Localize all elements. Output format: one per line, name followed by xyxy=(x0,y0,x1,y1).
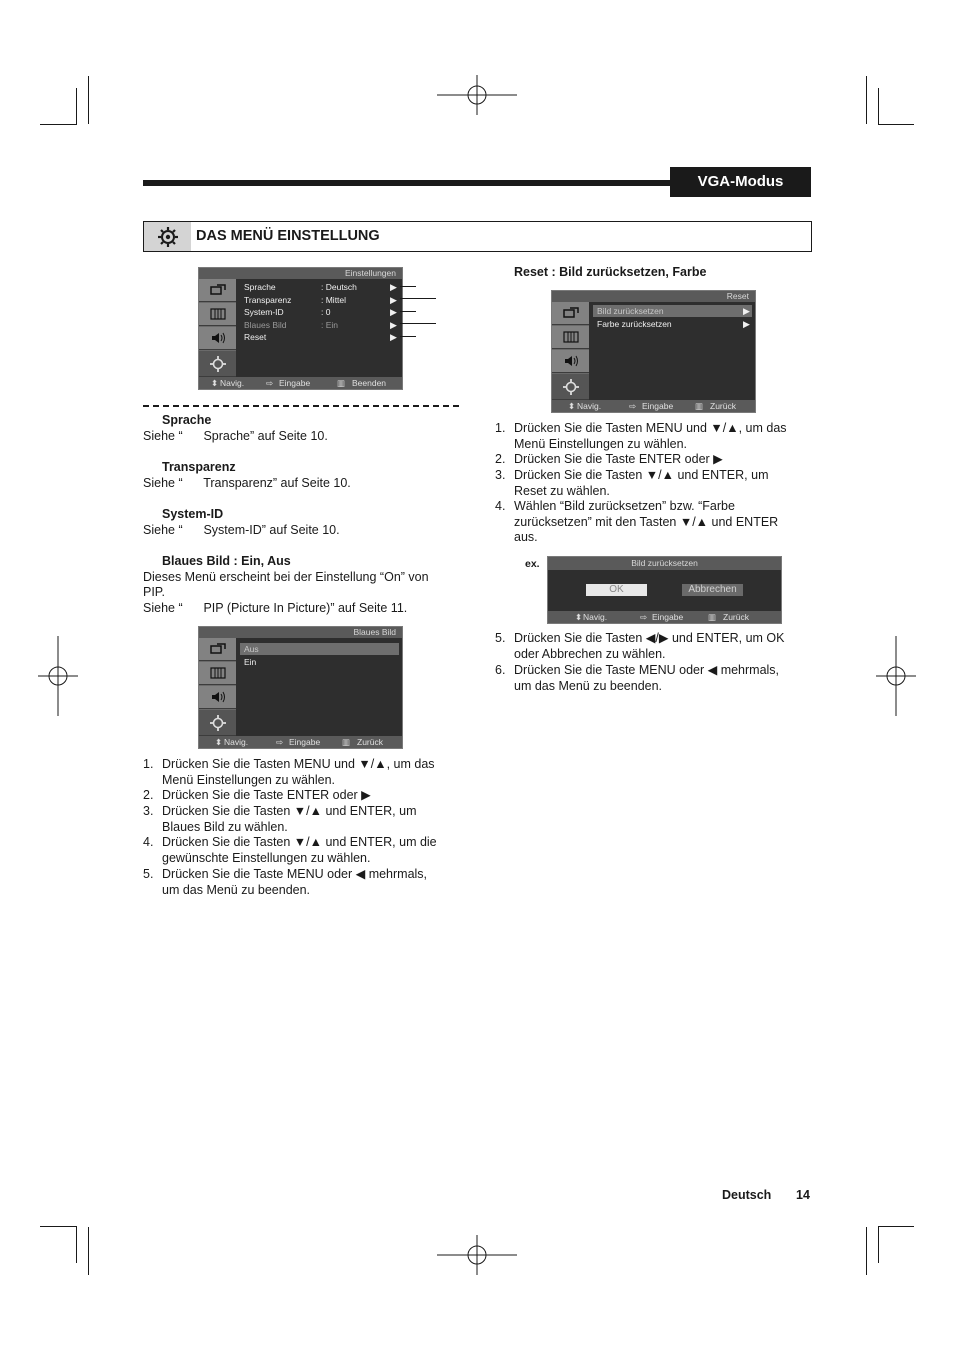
settings-gear-icon xyxy=(552,374,589,400)
dialog-title: Bild zurücksetzen xyxy=(548,557,781,570)
step-text: Drücken Sie die Tasten ◀/▶ und ENTER, um OK xyxy=(514,631,785,645)
enter-icon: ⇨ xyxy=(629,401,637,411)
sound-icon xyxy=(199,327,236,350)
enter-icon: ⇨ xyxy=(640,612,648,622)
osd-row-label[interactable]: Sprache xyxy=(244,282,276,292)
crop-mark xyxy=(40,1226,76,1227)
osd-blue-screen-menu xyxy=(198,626,403,749)
reset-heading: Reset : Bild zurücksetzen, Farbe xyxy=(514,265,707,279)
registration-mark xyxy=(876,636,916,716)
arrow-right-icon: ▶ xyxy=(390,295,397,305)
callout-line xyxy=(400,286,416,287)
sound-icon xyxy=(199,686,236,709)
updown-icon: ⬍ xyxy=(211,378,219,388)
step-text: Drücken Sie die Tasten MENU und ▼/▲, um das xyxy=(162,757,435,771)
step-number: 3. xyxy=(495,468,506,482)
footer-nav: Navig. xyxy=(577,401,602,411)
sound-icon xyxy=(552,350,589,373)
step-text: aus. xyxy=(514,530,538,545)
step-text: Drücken Sie die Taste MENU oder ◀ mehrmals, xyxy=(162,867,428,881)
settings-gear-icon xyxy=(199,710,236,736)
osd-row-value: : 0 xyxy=(321,307,331,317)
footer-exit: Beenden xyxy=(352,378,387,388)
section-heading: Blaues Bild : Ein, Aus xyxy=(162,554,291,568)
step-number: 4. xyxy=(495,499,506,513)
step-text: Wählen “Bild zurücksetzen” bzw. “Farbe xyxy=(514,499,735,513)
osd-row-value: : Mittel xyxy=(321,295,347,305)
page-title: DAS MENÜ EINSTELLUNG xyxy=(196,228,380,244)
callout-line xyxy=(400,311,416,312)
arrow-right-icon: ▶ xyxy=(390,282,397,292)
step-text: Reset zu wählen. xyxy=(514,483,610,498)
step-text: um das Menü zu beenden. xyxy=(514,678,663,693)
crop-mark xyxy=(76,88,77,125)
step-number: 2. xyxy=(495,452,506,466)
arrow-right-icon: ▶ xyxy=(743,319,750,329)
step-text: Drücken Sie die Tasten ▼/▲ und ENTER, um xyxy=(162,804,417,818)
arrow-right-icon: ▶ xyxy=(390,332,397,342)
osd-row-value: : Ein xyxy=(321,320,339,330)
step-number: 5. xyxy=(143,867,154,881)
osd-confirm-dialog xyxy=(547,556,782,624)
updown-icon: ⬍ xyxy=(568,401,576,411)
menu-icon: ▥ xyxy=(695,401,704,411)
ok-button[interactable]: OK xyxy=(586,584,647,596)
menu-icon: ▥ xyxy=(708,612,717,622)
arrow-right-icon: ▶ xyxy=(390,320,397,330)
crop-mark xyxy=(40,124,76,125)
step-text: Drücken Sie die Tasten ▼/▲ und ENTER, um die xyxy=(162,835,437,849)
osd-footer xyxy=(548,611,781,623)
crop-mark xyxy=(88,76,89,124)
crop-mark xyxy=(878,124,914,125)
crop-mark xyxy=(88,1227,89,1275)
osd-reset-menu xyxy=(551,290,756,413)
step-text: Drücken Sie die Tasten ▼/▲ und ENTER, um xyxy=(514,468,769,482)
osd-footer xyxy=(199,377,402,389)
cancel-button[interactable]: Abbrechen xyxy=(682,584,743,596)
picture-icon xyxy=(199,662,236,685)
page-number: 14 xyxy=(796,1188,810,1202)
section-heading: Sprache xyxy=(162,413,212,427)
footer-exit: Zurück xyxy=(723,612,749,622)
step-text: Drücken Sie die Taste MENU oder ◀ mehrmals, xyxy=(514,663,780,677)
step-number: 4. xyxy=(143,835,154,849)
gear-icon xyxy=(144,222,191,251)
crop-mark xyxy=(76,1226,77,1263)
footer-enter: Eingabe xyxy=(289,737,321,747)
step-text: Drücken Sie die Tasten MENU und ▼/▲, um das xyxy=(514,421,787,435)
footer-nav: Navig. xyxy=(583,612,608,622)
section-tab: VGA-Modus xyxy=(670,167,811,197)
step-number: 6. xyxy=(495,663,506,677)
section-heading: System-ID xyxy=(162,507,224,521)
title-box xyxy=(143,221,812,252)
enter-icon: ⇨ xyxy=(276,737,284,747)
osd-title: Blaues Bild xyxy=(199,627,402,638)
osd-row-label[interactable]: Reset xyxy=(244,332,267,342)
footer-language: Deutsch xyxy=(722,1188,772,1202)
header-rule xyxy=(143,180,671,186)
osd-sidebar xyxy=(552,302,589,400)
section-text: Dieses Menü erscheint bei der Einstellung “On” von xyxy=(143,570,429,584)
step-text: zurücksetzen” mit den Tasten ▼/▲ und ENTER xyxy=(514,514,779,529)
step-number: 5. xyxy=(495,631,506,645)
callout-line xyxy=(400,298,436,299)
section-text: Siehe “ System-ID” auf Seite 10. xyxy=(143,523,340,537)
step-text: Menü Einstellungen zu wählen. xyxy=(162,772,336,787)
osd-settings-menu xyxy=(198,267,403,390)
picture-icon xyxy=(552,326,589,349)
step-number: 2. xyxy=(143,788,154,802)
section-text: Siehe “ PIP (Picture In Picture)” auf Seite 11. xyxy=(143,601,408,615)
step-text: Drücken Sie die Taste ENTER oder ▶ xyxy=(514,452,723,466)
osd-row-label[interactable]: System-ID xyxy=(244,307,284,317)
arrow-right-icon: ▶ xyxy=(390,307,397,317)
settings-gear-icon xyxy=(199,351,236,377)
step-text: Blaues Bild zu wählen. xyxy=(162,819,288,834)
footer-exit: Zurück xyxy=(710,401,736,411)
enter-icon: ⇨ xyxy=(266,378,274,388)
footer-enter: Eingabe xyxy=(279,378,311,388)
menu-icon: ▥ xyxy=(342,737,351,747)
osd-title: Einstellungen xyxy=(199,268,402,279)
section-text: Siehe “ Sprache” auf Seite 10. xyxy=(143,429,328,443)
step-text: Menü Einstellungen zu wählen. xyxy=(514,436,688,451)
dashed-separator xyxy=(143,405,459,407)
input-icon xyxy=(199,638,236,661)
input-icon xyxy=(552,302,589,325)
osd-option-reset-color[interactable]: Farbe zurücksetzen xyxy=(597,319,672,329)
footer-nav: Navig. xyxy=(224,737,249,747)
osd-row-value: : Deutsch xyxy=(321,282,357,292)
footer-enter: Eingabe xyxy=(652,612,684,622)
arrow-right-icon: ▶ xyxy=(743,306,750,316)
osd-row-label: Blaues Bild xyxy=(244,320,287,330)
osd-footer xyxy=(199,736,402,748)
footer-nav: Navig. xyxy=(220,378,245,388)
step-text: oder Abbrechen zu wählen. xyxy=(514,646,666,661)
registration-mark xyxy=(38,636,78,716)
step-number: 1. xyxy=(143,757,154,771)
section-heading: Transparenz xyxy=(162,460,236,474)
osd-title: Reset xyxy=(552,291,755,302)
step-text: um das Menü zu beenden. xyxy=(162,882,311,897)
callout-line xyxy=(400,336,416,337)
input-icon xyxy=(199,279,236,302)
footer-exit: Zurück xyxy=(357,737,383,747)
callout-line xyxy=(400,323,436,324)
step-text: Drücken Sie die Taste ENTER oder ▶ xyxy=(162,788,371,802)
osd-option-reset-picture[interactable]: Bild zurücksetzen xyxy=(597,306,664,316)
osd-footer xyxy=(552,400,755,412)
registration-mark xyxy=(437,1235,517,1275)
footer-enter: Eingabe xyxy=(642,401,674,411)
crop-mark xyxy=(866,76,867,124)
crop-mark xyxy=(866,1227,867,1275)
crop-mark xyxy=(878,1226,879,1263)
step-text: gewünschte Einstellungen zu wählen. xyxy=(162,850,371,865)
picture-icon xyxy=(199,303,236,326)
registration-mark xyxy=(437,75,517,115)
selection-highlight xyxy=(240,643,399,655)
osd-option-aus[interactable]: Aus xyxy=(244,644,259,654)
osd-option-ein[interactable]: Ein xyxy=(244,657,257,667)
updown-icon: ⬍ xyxy=(215,737,223,747)
step-number: 3. xyxy=(143,804,154,818)
osd-sidebar xyxy=(199,279,236,377)
section-text: Siehe “ Transparenz” auf Seite 10. xyxy=(143,476,351,490)
osd-row-label[interactable]: Transparenz xyxy=(244,295,292,305)
menu-icon: ▥ xyxy=(337,378,346,388)
example-label: ex. xyxy=(525,558,540,570)
section-text: PIP. xyxy=(143,585,166,599)
updown-icon: ⬍ xyxy=(575,612,583,622)
crop-mark xyxy=(878,1226,914,1227)
osd-sidebar xyxy=(199,638,236,736)
step-number: 1. xyxy=(495,421,506,435)
crop-mark xyxy=(878,88,879,125)
